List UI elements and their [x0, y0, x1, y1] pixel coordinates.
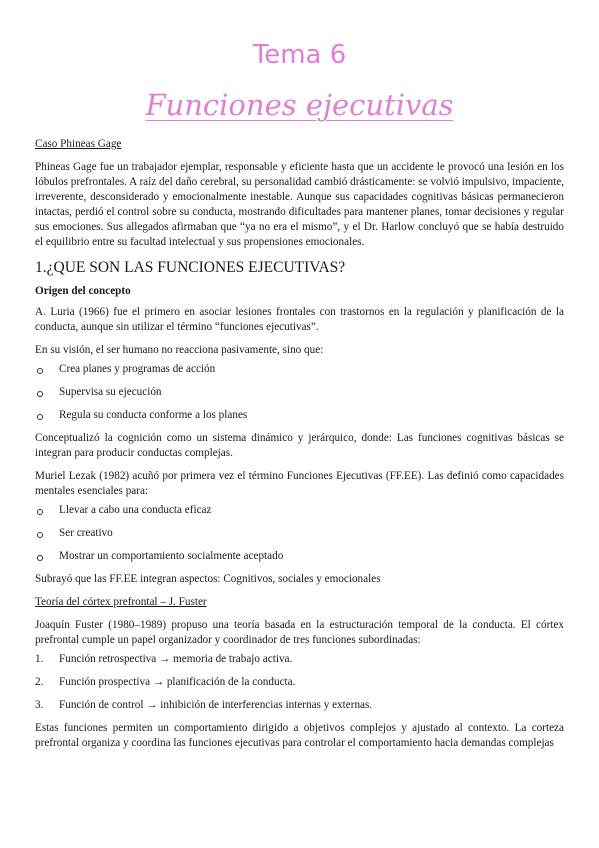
list-item: 1. Función retrospectiva → memoria de trabajo activa. [35, 653, 293, 665]
lezak-list [35, 503, 564, 572]
bullet-icon [37, 414, 43, 420]
fuster-heading: Teoría del córtex prefrontal – J. Fuster [35, 596, 207, 608]
origin-heading: Origen del concepto [35, 285, 131, 297]
concept-paragraph: Conceptualizó la cognición como un sistema dinámico y jerárquico, donde: Las funciones cognitivas básicas se integran para producir conductas complejas. [35, 432, 564, 459]
case-heading: Caso Phineas Gage [35, 138, 122, 150]
vision-paragraph: En su visión, el ser humano no reacciona pasivamente, sino que: [35, 344, 324, 356]
list-item: 2. Función prospectiva → planificación de la conducta. [35, 676, 296, 688]
bullet-icon [37, 391, 43, 397]
bullet-icon [37, 555, 43, 561]
bullet-icon [37, 509, 43, 515]
closing-paragraph: Estas funciones permiten un comportamiento dirigido a objetivos complejos y ajustado al contexto. La corteza prefrontal organiza y coordina las funciones ejecutivas para controlar el comportamiento hacia demandas complejas [35, 722, 564, 749]
case-paragraph: Phineas Gage fue un trabajador ejemplar, responsable y eficiente hasta que un accidente le provocó una lesión en los lóbulos prefrontales. A raíz del daño cerebral, su personalidad cambió drásticamente: se volvió impulsivo, impaciente, irreverente, desconsiderado y emocionalmente inestable. Aunque sus capacidades cognitivas básicas permanecieron intactas, perdió el control sobre su conducta, mostrando dificultades para mantener planes, tomar decisiones y regular sus emociones. Sus allegados afirmaban que “ya no era el mismo”, y el Dr. Harlow concluyó que se había destruido el equilibrio entre su facultad intelectual y sus propensiones emocionales. [35, 161, 564, 248]
fuster-paragraph: Joaquín Fuster (1980–1989) propuso una teoría basada en la estructuración temporal de la conducta. El córtex prefrontal cumple un papel organizador y coordinador de tres funciones subordinadas: [35, 619, 564, 646]
list-item: Llevar a cabo una conducta eficaz [35, 503, 564, 526]
list-item: Ser creativo [35, 526, 564, 549]
list-item: Regula su conducta conforme a los planes [35, 408, 564, 431]
list-item: 3. Función de control → inhibición de interferencias internas y externas. [35, 699, 373, 711]
page-title: Tema 6 [252, 40, 347, 70]
list-item: Supervisa su ejecución [35, 385, 564, 408]
bullet-icon [37, 532, 43, 538]
list-item: Mostrar un comportamiento socialmente aceptado [35, 549, 564, 572]
bullet-icon [37, 368, 43, 374]
fuster-list [35, 652, 564, 721]
list-item: Crea planes y programas de acción [35, 362, 564, 385]
section-heading: 1.¿QUE SON LAS FUNCIONES EJECUTIVAS? [35, 259, 346, 276]
lezak-summary: Subrayó que las FF.EE integran aspectos: Cognitivos, sociales y emocionales [35, 573, 381, 585]
vision-list [35, 362, 564, 431]
page-subtitle: Funciones ejecutivas [145, 88, 454, 122]
document-body [35, 137, 564, 751]
lezak-paragraph: Muriel Lezak (1982) acuñó por primera vez el término Funciones Ejecutivas (FF.EE). Las definió como capacidades mentales esenciales para: [35, 470, 564, 497]
luria-paragraph: A. Luria (1966) fue el primero en asociar lesiones frontales con trastornos en la regulación y planificación de la conducta, aunque sin utilizar el término “funciones ejecutivas”. [35, 306, 564, 333]
